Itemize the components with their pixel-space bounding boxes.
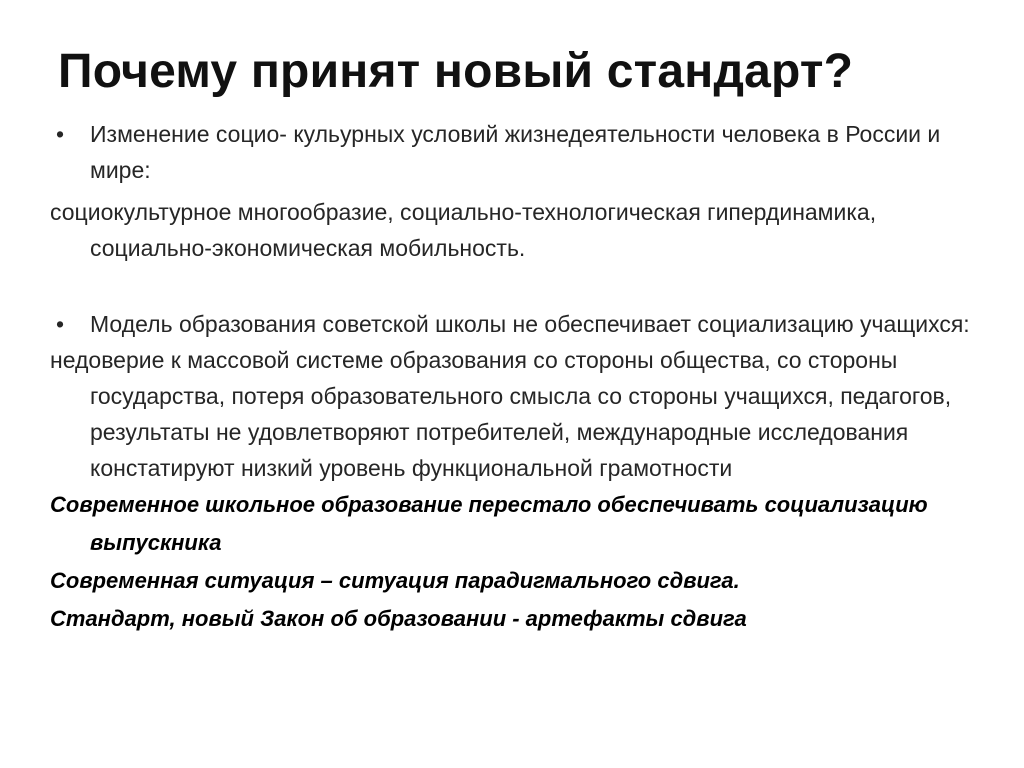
bullet-icon: • xyxy=(56,121,65,147)
slide-title: Почему принят новый стандарт? xyxy=(58,45,854,98)
bullet-text-1: Изменение социо- кульурных условий жизнедеятельности человека в России и мире: xyxy=(90,121,941,183)
bullet-item-2 xyxy=(50,306,1000,342)
emphasis-line-3: Стандарт, новый Закон об образовании - артефакты сдвига xyxy=(50,606,747,631)
emphasis-line-1: Современное школьное образование перестало обеспечивать социализацию выпускника xyxy=(50,492,928,555)
slide-body xyxy=(50,116,1000,638)
bullet-item-1 xyxy=(50,116,1000,188)
emphasis-line-2: Современная ситуация – ситуация парадигмального сдвига. xyxy=(50,568,740,593)
bullet-text-2: Модель образования советской школы не обеспечивает социализацию учащихся: xyxy=(90,311,970,337)
paragraph-1: социокультурное многообразие, социально-технологическая гипердинамика, социально-экономическая мобильность. xyxy=(50,199,877,261)
paragraph-2: недоверие к массовой системе образования со стороны общества, со стороны государства, потеря образовательного смысла со стороны учащихся, педагогов, результаты не удовлетворяют потребителей, международные исследования констатируют низкий уровень функциональной грамотности xyxy=(50,347,952,481)
bullet-icon: • xyxy=(56,311,65,337)
